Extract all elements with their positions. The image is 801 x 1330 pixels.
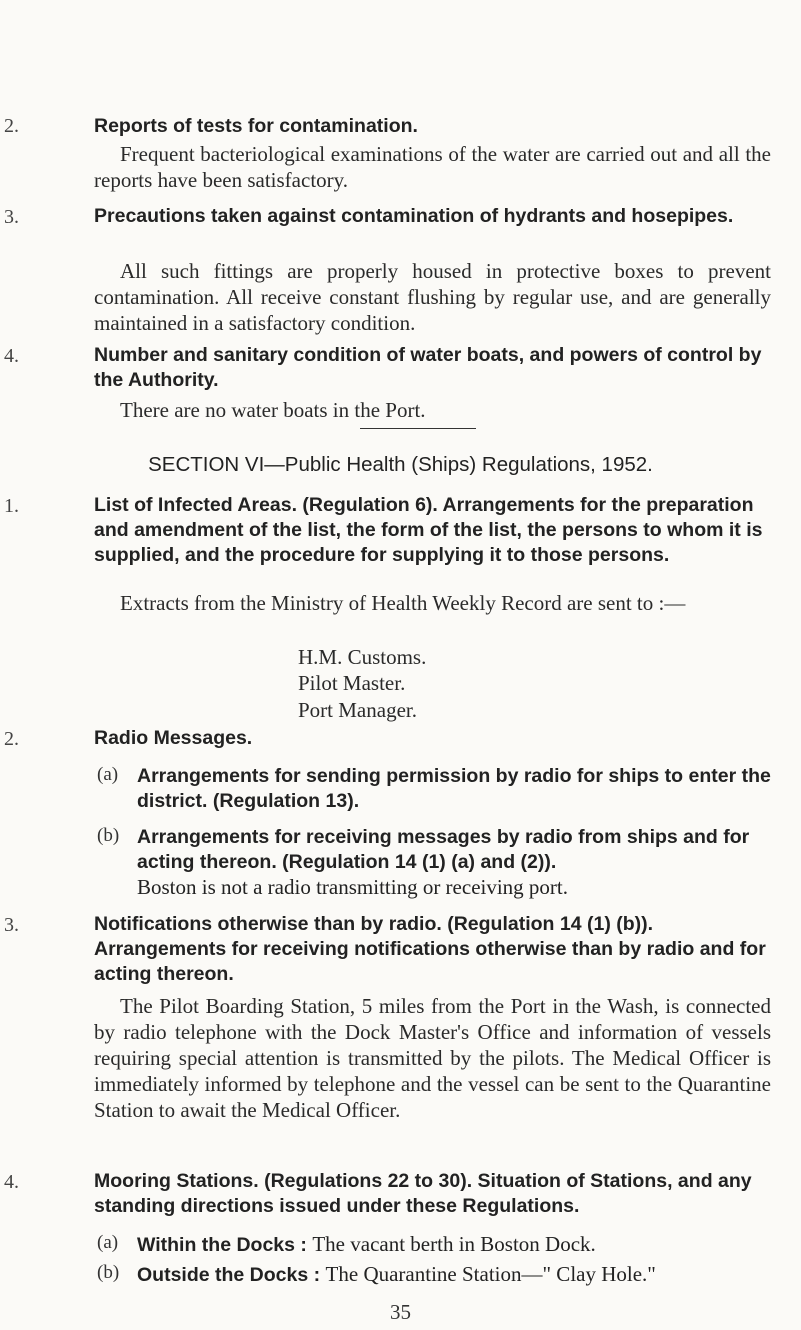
sub-item: [97, 1232, 771, 1258]
sub-item-bold: Outside the Docks :: [137, 1264, 321, 1286]
item-body: Extracts from the Ministry of Health Weekly Record are sent to :—: [120, 591, 686, 615]
sub-item: [97, 1262, 771, 1288]
sub-item-text: The vacant berth in Boston Dock.: [312, 1232, 596, 1256]
item-body: Frequent bacteriological examinations of the water are carried out and all the reports have been satisfactory.: [94, 142, 771, 192]
sub-item-label: (a): [97, 764, 119, 785]
item-number: 3.: [4, 914, 19, 936]
item-number: 4.: [4, 1171, 19, 1193]
item-heading: List of Infected Areas. (Regulation 6). Arrangements for the preparation and amendment of the list, the form of the list, the persons to whom it is supplied, and the procedure for supplying it to those persons.: [94, 494, 763, 566]
sub-item: [97, 825, 771, 900]
item-number: 4.: [4, 345, 19, 367]
recipient: H.M. Customs.: [298, 645, 427, 669]
sub-item-bold: Within the Docks :: [137, 1234, 307, 1256]
item-body: There are no water boats in the Port.: [120, 398, 426, 422]
item-body: All such fittings are properly housed in protective boxes to prevent contamination. All receive constant flushing by regular use, and are generally maintained in a satisfactory condition.: [94, 259, 771, 335]
item-heading: Radio Messages.: [94, 727, 253, 749]
sub-item-text: Arrangements for receiving messages by radio from ships and for acting thereon. (Regulation 14 (1) (a) and (2)).: [137, 826, 750, 873]
item-heading: Number and sanitary condition of water boats, and powers of control by the Authority.: [94, 344, 762, 391]
item-number: 2.: [4, 115, 19, 137]
item-body: The Pilot Boarding Station, 5 miles from the Port in the Wash, is connected by radio telephone with the Dock Master's Office and information of vessels requiring special attention is transmitted by the pilots. The Medical Officer is immediately informed by telephone and the vessel can be sent to the Quarantine Station to await the Medical Officer.: [94, 994, 771, 1122]
item-heading: Precautions taken against contamination of hydrants and hosepipes.: [94, 205, 734, 227]
recipient: Port Manager.: [298, 698, 417, 722]
item-number: 1.: [4, 495, 19, 517]
sub-item-text: Arrangements for sending permission by radio for ships to enter the district. (Regulation 13).: [137, 765, 771, 812]
item-number: 2.: [4, 728, 19, 750]
page-number: 35: [390, 1300, 411, 1324]
section-title: SECTION VI—Public Health (Ships) Regulations, 1952.: [148, 453, 653, 476]
sub-item-label: (b): [97, 1262, 120, 1283]
item-number: 3.: [4, 206, 19, 228]
item-heading: Reports of tests for contamination.: [94, 115, 418, 137]
section-divider: [360, 428, 476, 429]
item-heading: Notifications otherwise than by radio. (Regulation 14 (1) (b)). Arrangements for receiving notifications otherwise than by radio and for acting thereon.: [94, 913, 766, 985]
sub-item-text: The Quarantine Station—" Clay Hole.": [325, 1262, 656, 1286]
recipient: Pilot Master.: [298, 671, 406, 695]
sub-item-note: Boston is not a radio transmitting or receiving port.: [137, 875, 569, 899]
sub-item-label: (a): [97, 1232, 119, 1253]
sub-item: [97, 764, 771, 814]
item-heading: Mooring Stations. (Regulations 22 to 30). Situation of Stations, and any standing directions issued under these Regulations.: [94, 1170, 752, 1217]
sub-item-label: (b): [97, 825, 120, 846]
